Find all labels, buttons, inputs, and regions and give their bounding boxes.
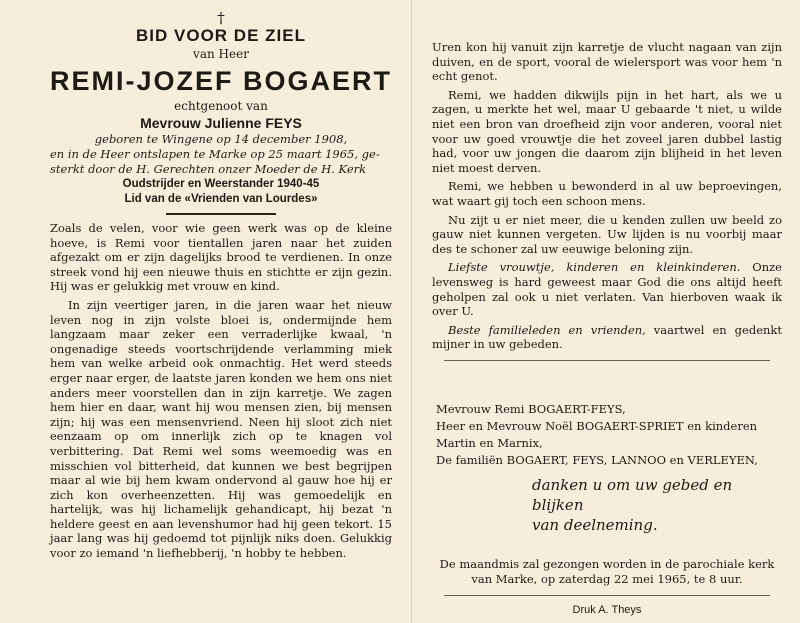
divider bbox=[444, 595, 770, 596]
right-paragraph: Remi, we hebben u bewonderd in al uw beproevingen, wat waart gij toch een schoon mens. bbox=[432, 179, 782, 208]
died-line-2: sterkt door de H. Gerechten onzer Moeder de H. Kerk bbox=[50, 162, 367, 176]
right-paragraph: Remi, we hadden dikwijls pijn in het hart, als we u zagen, u merkte het wel, maar U gebaarde 't niet, u wilde niet een bron van droefheid zijn voor anderen, vooral niet voor uw goed vrouwtje die het zoveel jaren dubbel lastig had, voor uw jongen die daarom zijn blijheid in het leven niet moest derven. bbox=[432, 87, 782, 175]
right-paragraph: Uren kon hij vanuit zijn karretje de vlucht nagaan van zijn duiven, en de sport, vooral de wielersport was voor hem 'n echt genot. bbox=[432, 40, 782, 84]
deceased-name: REMI-JOZEF BOGAERT bbox=[50, 66, 393, 96]
thanks-line: van deelneming. bbox=[532, 515, 658, 534]
left-paragraph: Zoals de velen, voor wie geen werk was op de kleine hoeve, is Remi voor tientallen jaren naar het zuiden afgezakt om er zijn dagelijks brood te verdienen. In onze streek vond hij een nieuwe thuis en stichtte er zijn gezin. Hij was er gelukkig met vrouw en kind. bbox=[50, 221, 392, 294]
veteran-line: Oudstrijder en Weerstander 1940-45 bbox=[122, 178, 320, 190]
mass-notice: De maandmis zal gezongen worden in de parochiale kerk van Marke, op zaterdag 22 mei 1965, te 8 uur. bbox=[439, 556, 775, 586]
family-line: Heer en Mevrouw Noël BOGAERT-SPRIET en kinderen Martin en Marnix, bbox=[436, 418, 758, 450]
member-line: Lid van de «Vrienden van Lourdes» bbox=[124, 193, 318, 205]
family-line: Mevrouw Remi BOGAERT-FEYS, bbox=[436, 401, 626, 416]
died-line-1: en in de Heer ontslapen te Marke op 25 maart 1965, ge- bbox=[50, 147, 380, 161]
born-line: geboren te Wingene op 14 december 1908, bbox=[94, 132, 348, 146]
printer-credit: Druk A. Theys bbox=[572, 603, 642, 616]
thanks-line: danken u om uw gebed en blijken bbox=[532, 475, 733, 514]
divider bbox=[166, 213, 276, 215]
right-paragraph: Nu zijt u er niet meer, die u kenden zullen uw beeld zo gauw niet kunnen vergeten. Uw lijden is nu voorbij maar des te schoner zal uw eeuwige beloning zijn. bbox=[432, 212, 782, 256]
right-column bbox=[432, 40, 782, 616]
family-line: De familiën BOGAERT, FEYS, LANNOO en VERLEYEN, bbox=[436, 452, 758, 467]
spouse-name: Mevrouw Julienne FEYS bbox=[140, 115, 302, 131]
echtgenoot-label: echtgenoot van bbox=[174, 99, 268, 113]
thanks-text bbox=[532, 475, 782, 535]
cross-icon: † bbox=[217, 9, 225, 27]
right-paragraph: Beste familieleden en vrienden, vaartwel en gedenkt mijner in uw gebeden. bbox=[432, 322, 782, 352]
van-heer: van Heer bbox=[193, 47, 249, 61]
left-column bbox=[50, 10, 392, 565]
family-block bbox=[432, 401, 782, 469]
right-paragraph: Liefste vrouwtje, kinderen en kleinkinderen. Onze levensweg is hard geweest maar God die ons altijd heeft geholpen zal ook u niet verlaten. Van hierboven waak ik over U. bbox=[432, 260, 782, 319]
fold-line bbox=[411, 0, 412, 623]
card-title: BID VOOR DE ZIEL bbox=[136, 26, 306, 45]
left-paragraph: In zijn veertiger jaren, in die jaren waar het nieuw leven nog in zijn volste bloei is, ondermijnde hem langzaam maar zeker een verraderlijke kwaal, 'n ongenadige steeds voortschrijdende verlamming miek hem van welke arbeid ook onmachtig. Het werd steeds erger naar erger, de laatste jaren konden we hem ons niet anders meer voorstellen dan in zijn karretje. We zagen hem hier en daar, want hij wou mensen zien, bij mensen zijn; hij was een mensenvriend. Neen hij sloot zich niet eenzaam op om innerlijk zich op te knagen vol verbittering. Dat Remi wel soms weemoedig was en misschien vol bitterheid, dat kunnen we best begrijpen maar al wie bij hem kwam ondervond al gauw hoe hij er zich kon overheenzetten. Hij was gemoedelijk en hartelijk, was hij lichamelijk gehandicapt, hij bezat 'n heldere geest en aan levenshumor had hij geen tekort. 15 jaar lang was hij gedoemd tot pijnlijk niks doen. Gelukkig voor zo iemand 'n liefhebberij, 'n hobby te hebben. bbox=[50, 297, 392, 561]
divider bbox=[444, 360, 770, 361]
